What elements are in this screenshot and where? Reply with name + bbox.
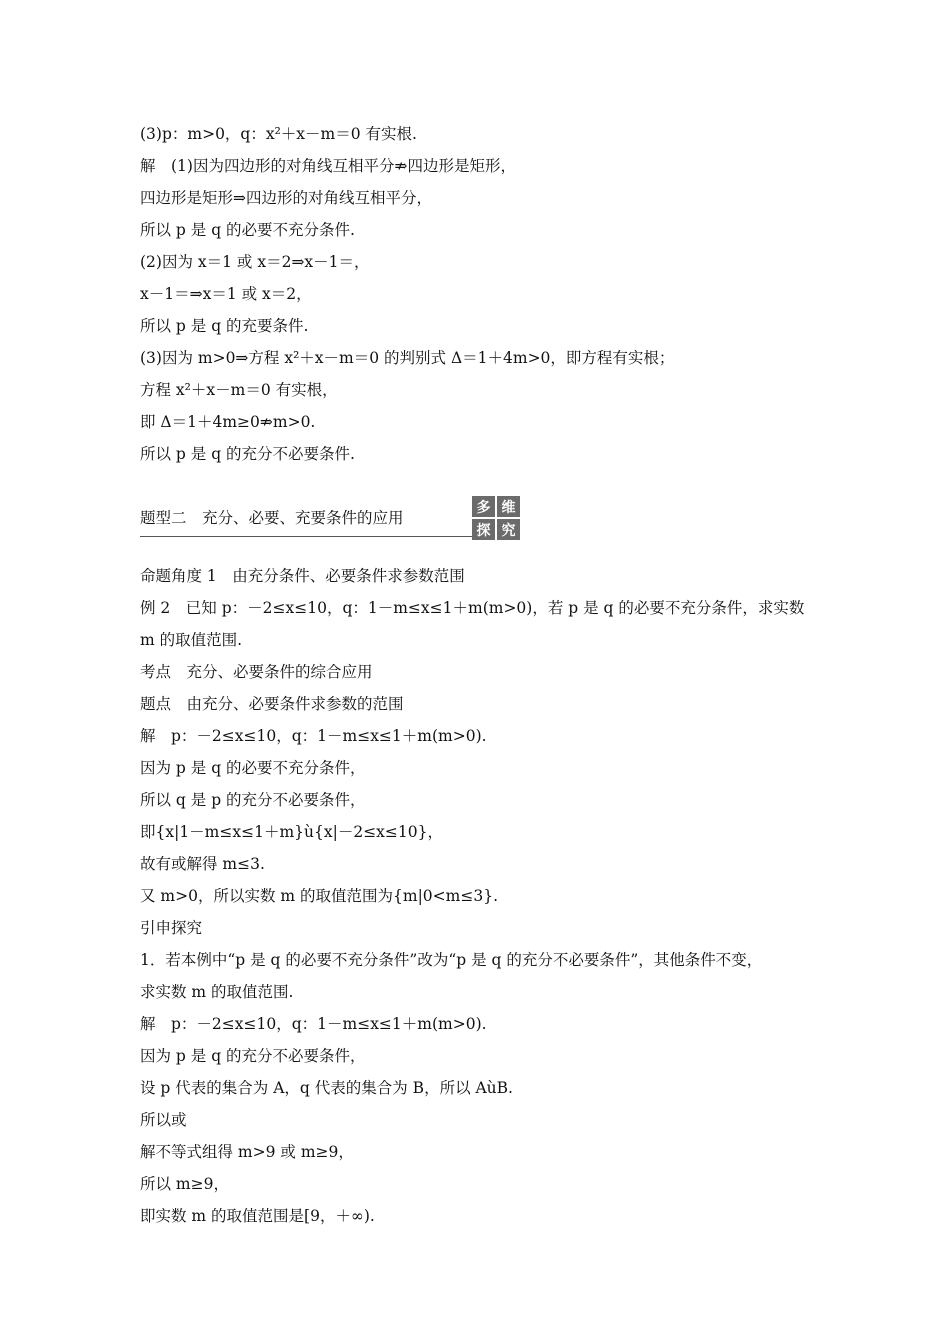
badge-char: 多 (472, 496, 495, 517)
text-line: 引申探究 (140, 919, 203, 937)
text-line: 即{x|1－m≤x≤1＋m}ù{x|－2≤x≤10}， (140, 823, 443, 841)
badge-char: 究 (497, 519, 520, 540)
text-line: 四边形是矩形⇒四边形的对角线互相平分， (140, 189, 432, 207)
text-line: (2)因为 x＝1 或 x＝2⇒x－1＝， (140, 253, 370, 271)
text-line: 解 p：－2≤x≤10，q：1－m≤x≤1＋m(m>0). (140, 727, 487, 745)
document-page (140, 118, 840, 1232)
text-line: 解 p：－2≤x≤10，q：1－m≤x≤1＋m(m>0). (140, 1015, 487, 1033)
text-line: 命题角度 1 由充分条件、必要条件求参数范围 (140, 567, 465, 585)
section-title: 题型二 充分、必要、充要条件的应用 (140, 509, 404, 527)
text-line: 方程 x²＋x－m＝0 有实根， (140, 381, 338, 399)
text-line: 因为 p 是 q 的必要不充分条件， (140, 759, 366, 777)
text-line: 求实数 m 的取值范围. (140, 983, 294, 1001)
banner-rule (140, 536, 472, 537)
text-line: (3)p：m>0，q：x²＋x－m＝0 有实根. (140, 125, 417, 143)
text-line: 解 (1)因为四边形的对角线互相平分⇏四边形是矩形， (140, 157, 516, 175)
text-line: 设 p 代表的集合为 A，q 代表的集合为 B，所以 AùB. (140, 1079, 513, 1097)
solution-part-1 (140, 118, 840, 470)
text-line: 例 2 已知 p：－2≤x≤10，q：1－m≤x≤1＋m(m>0)，若 p 是 q 的必要不充分条件，求实数 (140, 599, 805, 617)
text-line: 所以 p 是 q 的必要不充分条件. (140, 221, 355, 239)
text-line: x－1＝⇒x＝1 或 x＝2， (140, 285, 312, 303)
text-line: 所以或 (140, 1111, 187, 1129)
text-line: 1．若本例中“p 是 q 的必要不充分条件”改为“p 是 q 的充分不必要条件”，其他条件不变， (140, 951, 763, 969)
badge-char: 维 (497, 496, 520, 517)
text-line: 所以 q 是 p 的充分不必要条件， (140, 791, 366, 809)
text-line: 所以 p 是 q 的充分不必要条件. (140, 445, 355, 463)
text-line: m 的取值范围. (140, 631, 243, 649)
text-line: 解不等式组得 m>9 或 m≥9， (140, 1143, 354, 1161)
text-line: 题点 由充分、必要条件求参数的范围 (140, 695, 404, 713)
text-line: (3)因为 m>0⇒方程 x²＋x－m＝0 的判别式 Δ＝1＋4m>0，即方程有实根； (140, 349, 675, 367)
solution-part-2 (140, 560, 840, 1232)
text-line: 所以 m≥9， (140, 1175, 229, 1193)
text-line: 因为 p 是 q 的充分不必要条件， (140, 1047, 366, 1065)
banner-badge (472, 496, 520, 540)
text-line: 即实数 m 的取值范围是[9，＋∞). (140, 1207, 375, 1225)
text-line: 所以 p 是 q 的充要条件. (140, 317, 309, 335)
badge-char: 探 (472, 519, 495, 540)
text-line: 即 Δ＝1＋4m≥0⇏m>0. (140, 413, 316, 431)
text-line: 又 m>0，所以实数 m 的取值范围为{m|0<m≤3}. (140, 887, 498, 905)
text-line: 考点 充分、必要条件的综合应用 (140, 663, 373, 681)
text-line: 故有或解得 m≤3. (140, 855, 265, 873)
section-banner (140, 496, 520, 540)
